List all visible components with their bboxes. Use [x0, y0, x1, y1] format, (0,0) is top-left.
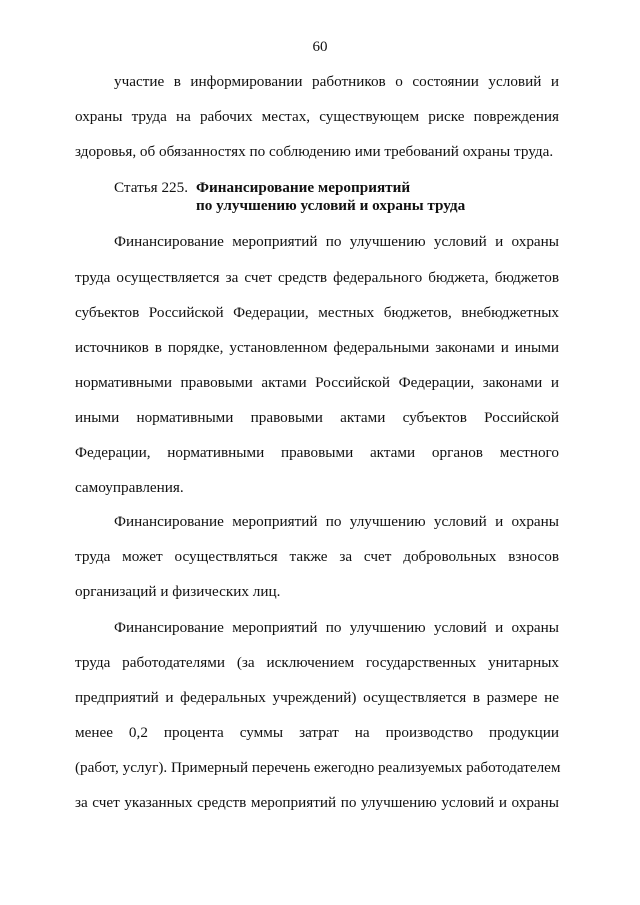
article-title: по улучшению условий и охраны труда — [196, 197, 466, 214]
text-line: труда работодателями (за исключением государственных унитарных — [75, 654, 559, 671]
text-line: иными нормативными правовыми актами субъектов Российской — [75, 409, 559, 426]
text-line: менее 0,2 процента суммы затрат на производство продукции — [75, 724, 559, 741]
page-number: 60 — [312, 39, 328, 55]
text-line: нормативными правовыми актами Российской Федерации, законами и — [75, 374, 559, 391]
text-line: охраны труда на рабочих местах, существующем риске повреждения — [75, 108, 559, 125]
text-line: здоровья, об обязанностях по соблюдению ими требований охраны труда. — [75, 143, 554, 160]
text-line: источников в порядке, установленном федеральными законами и иными — [75, 339, 559, 356]
text-line: субъектов Российской Федерации, местных бюджетов, внебюджетных — [75, 304, 559, 321]
text-line: труда осуществляется за счет средств федерального бюджета, бюджетов — [75, 269, 559, 286]
text-line: труда может осуществляться также за счет добровольных взносов — [75, 548, 559, 565]
text-line: Федерации, нормативными правовыми актами органов местного — [75, 444, 559, 461]
text-line: самоуправления. — [75, 479, 184, 496]
article-title: Финансирование мероприятий — [196, 179, 411, 196]
text-line: Финансирование мероприятий по улучшению условий и охраны — [114, 513, 559, 530]
text-line: Финансирование мероприятий по улучшению условий и охраны — [114, 619, 559, 636]
text-line: предприятий и федеральных учреждений) осуществляется в размере не — [75, 689, 559, 706]
text-line: участие в информировании работников о состоянии условий и — [114, 73, 559, 90]
article-label: Статья 225. — [114, 179, 189, 196]
text-line: (работ, услуг). Примерный перечень ежегодно реализуемых работодателем — [75, 759, 561, 776]
text-line: Финансирование мероприятий по улучшению условий и охраны — [114, 233, 559, 250]
text-line: за счет указанных средств мероприятий по улучшению условий и охраны — [75, 794, 559, 811]
text-line: организаций и физических лиц. — [75, 583, 281, 600]
